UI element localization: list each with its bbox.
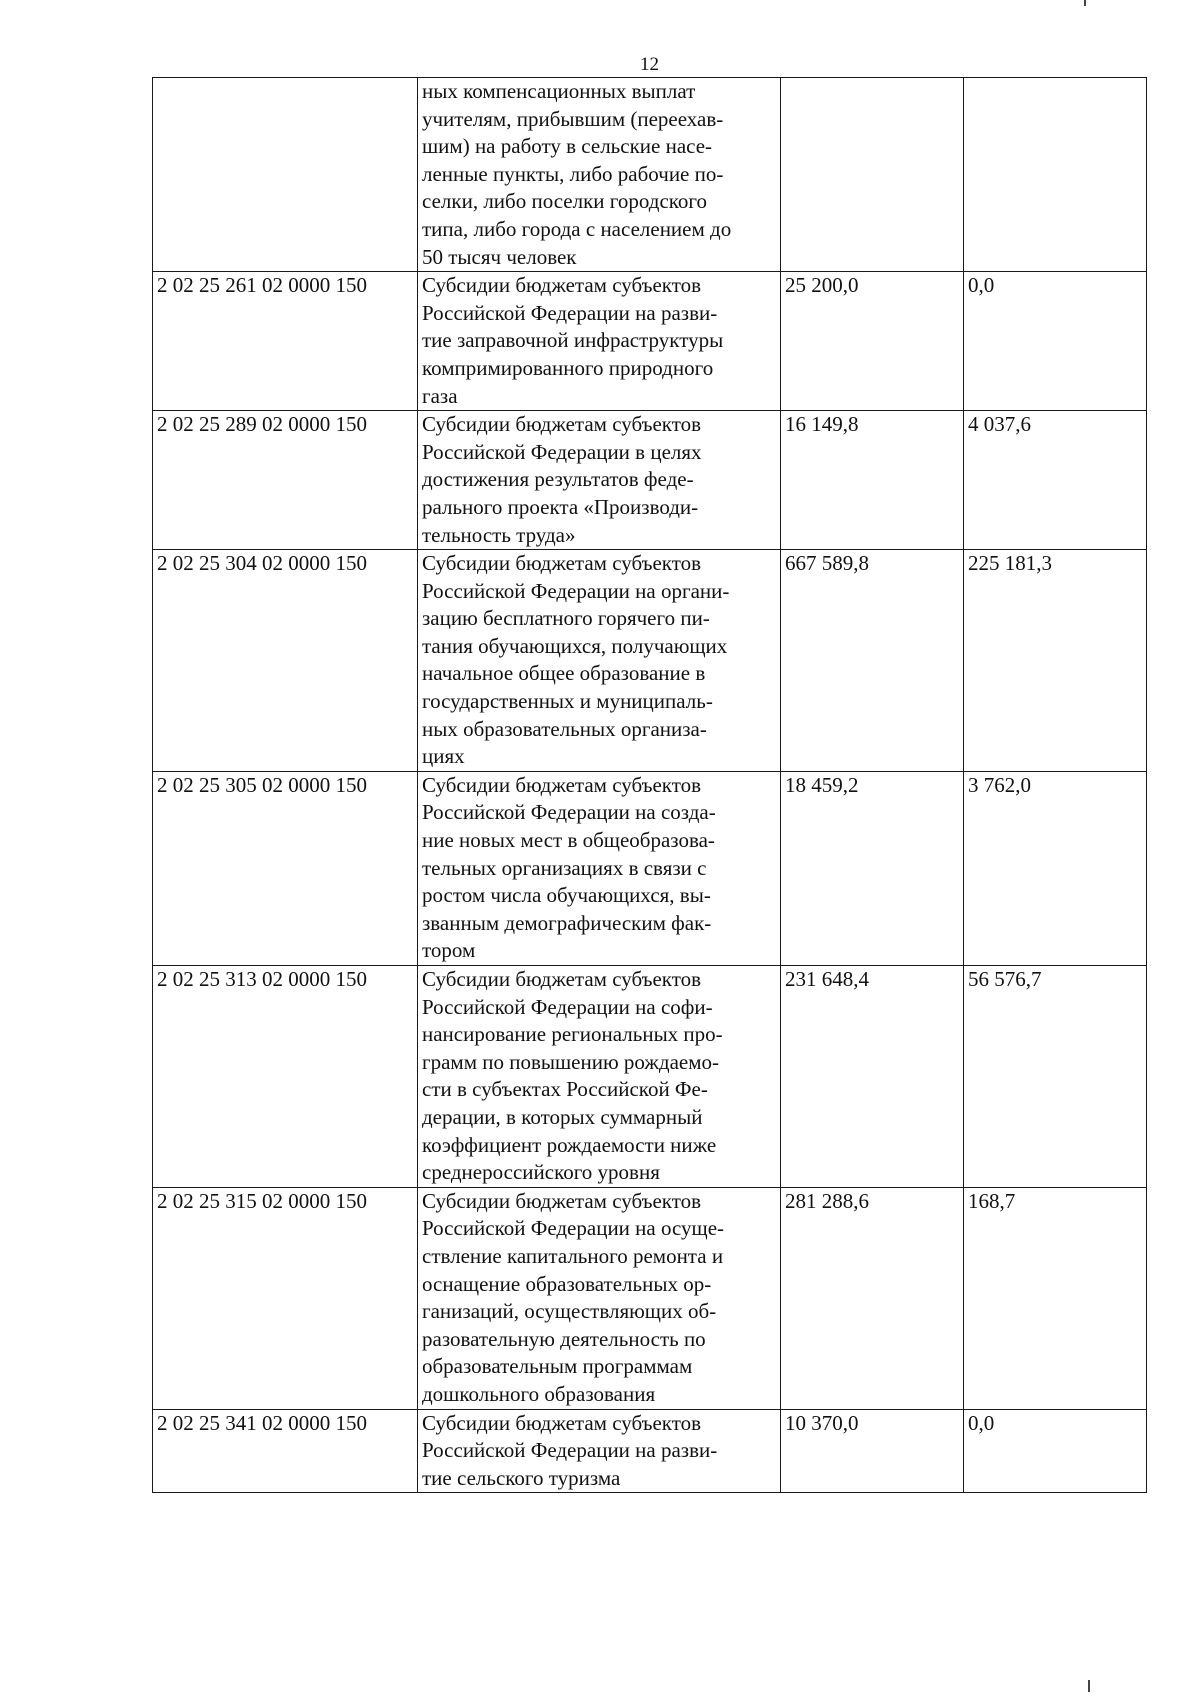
amount-cell-1: 25 200,0 bbox=[781, 272, 964, 411]
description-line: Российской Федерации на разви- bbox=[422, 300, 718, 325]
description-line: государственных и муниципаль- bbox=[422, 689, 713, 714]
amount-cell-1: 281 288,6 bbox=[781, 1187, 964, 1409]
description-line: дерации, в которых суммарный bbox=[422, 1104, 703, 1129]
description-cell bbox=[418, 771, 781, 965]
amount-cell-1: 10 370,0 bbox=[781, 1409, 964, 1493]
amount-cell-2: 225 181,3 bbox=[964, 550, 1147, 772]
description-line: рального проекта «Производи- bbox=[422, 494, 699, 519]
description-cell bbox=[418, 1409, 781, 1493]
description-line: ных образовательных организа- bbox=[422, 716, 707, 741]
description-line: тие заправочной инфраструктуры bbox=[422, 328, 724, 353]
description-line: тельность труда» bbox=[422, 522, 576, 547]
description-line: оснащение образовательных ор- bbox=[422, 1271, 712, 1296]
description-line: Субсидии бюджетам субъектов bbox=[422, 772, 702, 797]
description-line: среднероссийского уровня bbox=[422, 1160, 660, 1185]
description-line: ние новых мест в общеобразова- bbox=[422, 828, 715, 853]
description-line: селки, либо поселки городского bbox=[422, 189, 708, 214]
scan-mark-bottom bbox=[1088, 1680, 1090, 1692]
amount-cell-2 bbox=[964, 78, 1147, 272]
description-line: компримированного природного bbox=[422, 355, 714, 380]
budget-code-cell: 2 02 25 289 02 0000 150 bbox=[153, 411, 418, 550]
description-line: нансирование региональных про- bbox=[422, 1022, 723, 1047]
table-row bbox=[153, 272, 1147, 411]
table-row bbox=[153, 1409, 1147, 1493]
description-line: образовательным программам bbox=[422, 1354, 693, 1379]
budget-code-cell: 2 02 25 313 02 0000 150 bbox=[153, 966, 418, 1188]
table-row bbox=[153, 550, 1147, 772]
description-cell bbox=[418, 272, 781, 411]
description-cell bbox=[418, 411, 781, 550]
description-line: учителям, прибывшим (переехав- bbox=[422, 106, 724, 131]
table-row bbox=[153, 78, 1147, 272]
amount-cell-1 bbox=[781, 78, 964, 272]
description-line: ростом числа обучающихся, вы- bbox=[422, 883, 711, 908]
description-cell bbox=[418, 550, 781, 772]
description-line: типа, либо города с населением до bbox=[422, 216, 732, 241]
budget-code-cell: 2 02 25 304 02 0000 150 bbox=[153, 550, 418, 772]
amount-cell-1: 231 648,4 bbox=[781, 966, 964, 1188]
amount-cell-2: 4 037,6 bbox=[964, 411, 1147, 550]
description-line: Российской Федерации в целях bbox=[422, 439, 702, 464]
description-line: ствление капитального ремонта и bbox=[422, 1243, 724, 1268]
table-row bbox=[153, 771, 1147, 965]
description-line: дошкольного образования bbox=[422, 1381, 656, 1406]
scan-mark-top bbox=[1084, 0, 1086, 6]
description-line: Российской Федерации на осуще- bbox=[422, 1216, 725, 1241]
table-row bbox=[153, 1187, 1147, 1409]
budget-table bbox=[152, 77, 1147, 1493]
description-line: разовательную деятельность по bbox=[422, 1326, 706, 1351]
description-line: зацию бесплатного горячего пи- bbox=[422, 606, 710, 631]
description-cell bbox=[418, 1187, 781, 1409]
description-line: грамм по повышению рождаемо- bbox=[422, 1049, 720, 1074]
description-line: достижения результатов феде- bbox=[422, 467, 694, 492]
description-line: Российской Федерации на софи- bbox=[422, 994, 713, 1019]
description-line: званным демографическим фак- bbox=[422, 910, 712, 935]
description-line: сти в субъектах Российской Фе- bbox=[422, 1077, 708, 1102]
amount-cell-2: 0,0 bbox=[964, 1409, 1147, 1493]
description-line: коэффициент рождаемости ниже bbox=[422, 1132, 717, 1157]
amount-cell-2: 3 762,0 bbox=[964, 771, 1147, 965]
table-row bbox=[153, 411, 1147, 550]
description-line: шим) на работу в сельские насе- bbox=[422, 134, 713, 159]
budget-code-cell: 2 02 25 305 02 0000 150 bbox=[153, 771, 418, 965]
description-line: ленные пункты, либо рабочие по- bbox=[422, 161, 724, 186]
table-body bbox=[153, 78, 1147, 1493]
description-line: Российской Федерации на созда- bbox=[422, 800, 716, 825]
description-line: Субсидии бюджетам субъектов bbox=[422, 1188, 702, 1213]
description-line: начальное общее образование в bbox=[422, 661, 706, 686]
description-line: Субсидии бюджетам субъектов bbox=[422, 1410, 702, 1435]
description-line: тельных организациях в связи с bbox=[422, 855, 707, 880]
amount-cell-2: 0,0 bbox=[964, 272, 1147, 411]
amount-cell-2: 168,7 bbox=[964, 1187, 1147, 1409]
description-line: Субсидии бюджетам субъектов bbox=[422, 967, 702, 991]
budget-code-cell bbox=[153, 78, 418, 272]
description-line: Субсидии бюджетам субъектов bbox=[422, 412, 702, 437]
description-line: Российской Федерации на разви- bbox=[422, 1438, 718, 1463]
description-line: тания обучающихся, получающих bbox=[422, 633, 728, 658]
description-line: циях bbox=[422, 744, 465, 769]
description-cell bbox=[418, 78, 781, 272]
amount-cell-1: 18 459,2 bbox=[781, 771, 964, 965]
description-line: ных компенсационных выплат bbox=[422, 79, 696, 103]
description-line: тие сельского туризма bbox=[422, 1465, 621, 1490]
description-line: тором bbox=[422, 938, 476, 963]
budget-code-cell: 2 02 25 341 02 0000 150 bbox=[153, 1409, 418, 1493]
budget-code-cell: 2 02 25 315 02 0000 150 bbox=[153, 1187, 418, 1409]
page-number: 12 bbox=[640, 54, 659, 75]
description-line: Субсидии бюджетам субъектов bbox=[422, 551, 702, 576]
description-line: газа bbox=[422, 383, 458, 408]
amount-cell-2: 56 576,7 bbox=[964, 966, 1147, 1188]
description-line: 50 тысяч человек bbox=[422, 244, 577, 269]
description-cell bbox=[418, 966, 781, 1188]
amount-cell-1: 667 589,8 bbox=[781, 550, 964, 772]
description-line: Субсидии бюджетам субъектов bbox=[422, 273, 702, 298]
table-row bbox=[153, 966, 1147, 1188]
amount-cell-1: 16 149,8 bbox=[781, 411, 964, 550]
budget-code-cell: 2 02 25 261 02 0000 150 bbox=[153, 272, 418, 411]
description-line: Российской Федерации на органи- bbox=[422, 578, 730, 603]
description-line: ганизаций, осуществляющих об- bbox=[422, 1299, 717, 1324]
